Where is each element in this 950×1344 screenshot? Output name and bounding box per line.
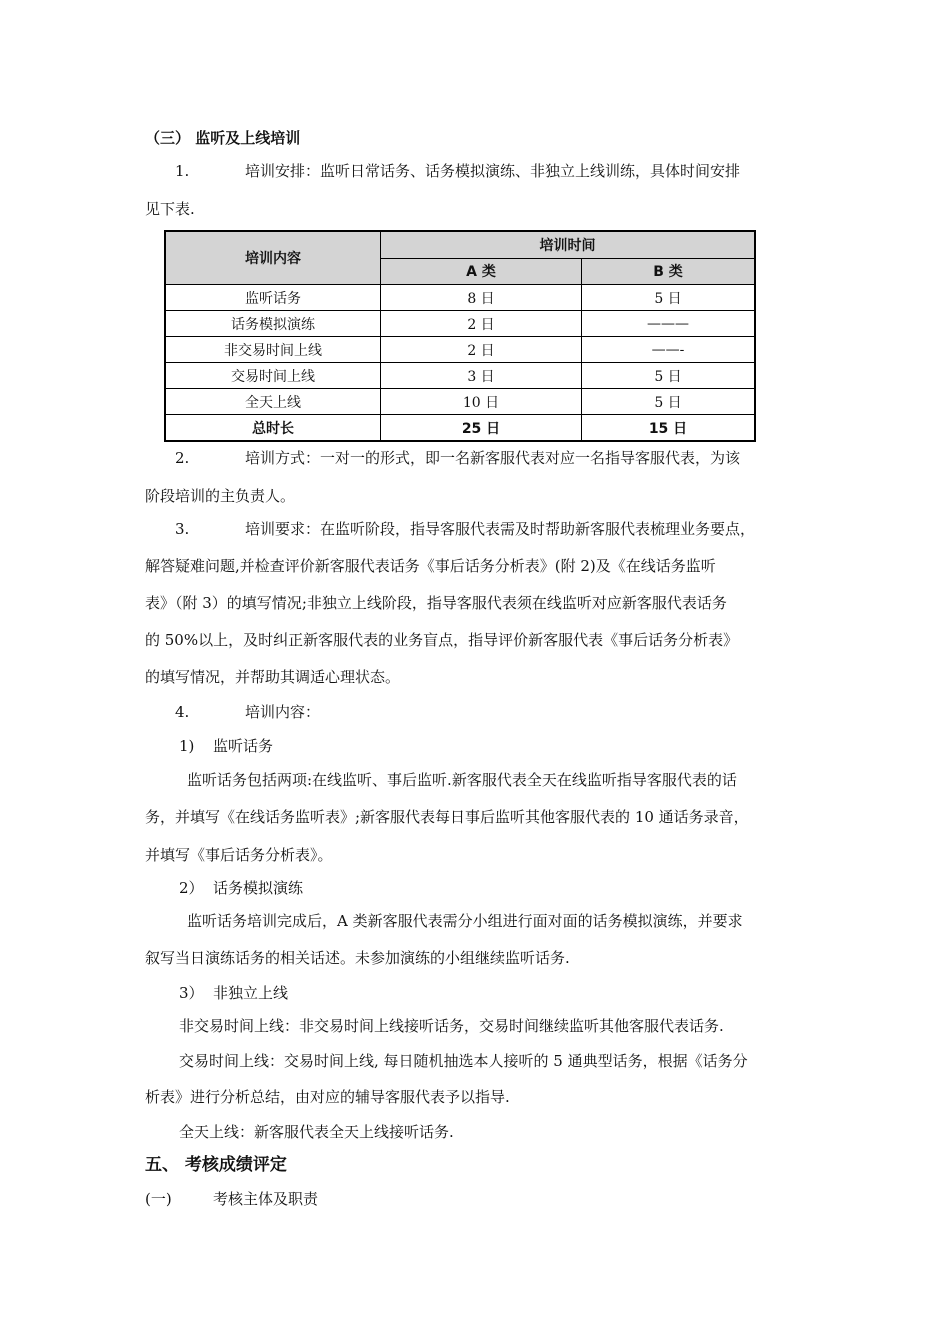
total-class-b: 15 日 xyxy=(582,415,756,442)
table-row xyxy=(165,363,755,389)
subsection-title: 话务模拟演练 xyxy=(213,879,304,897)
table-row xyxy=(165,285,755,311)
row-class-a: 3 日 xyxy=(381,363,582,389)
paragraph-1 xyxy=(175,161,740,181)
section-heading-assessment: 五、 考核成绩评定 xyxy=(145,1155,287,1175)
subheading-number: (一) xyxy=(145,1190,172,1208)
header-class-b: B 类 xyxy=(582,258,756,285)
header-class-a: A 类 xyxy=(381,258,582,285)
subsection-3-line-2: 交易时间上线：交易时间上线, 每日随机抽选本人接听的 5 通典型话务，根据《话务分 xyxy=(179,1052,748,1070)
subsection-number: 1) xyxy=(179,737,195,755)
paragraph-3-line-3: 表》（附 3）的填写情况;非独立上线阶段，指导客服代表须在线监听对应新客服代表话务 xyxy=(145,594,727,612)
row-class-b: 5 日 xyxy=(582,285,756,311)
subsection-title: 监听话务 xyxy=(213,737,274,755)
subsection-1-line-2: 务，并填写《在线话务监听表》;新客服代表每日事后监听其他客服代表的 10 通话务录音， xyxy=(145,808,749,826)
row-name: 监听话务 xyxy=(165,285,381,311)
subsection-3-line-1: 非交易时间上线：非交易时间上线接听话务，交易时间继续监听其他客服代表话务. xyxy=(179,1017,724,1035)
subsection-2-line-1: 监听话务培训完成后，A 类新客服代表需分小组进行面对面的话务模拟演练，并要求 xyxy=(187,912,743,930)
subsection-3-line-4: 全天上线：新客服代表全天上线接听话务. xyxy=(179,1123,454,1141)
subsection-3-line-3: 析表》进行分析总结，由对应的辅导客服代表予以指导. xyxy=(145,1088,510,1106)
paragraph-number: 2. xyxy=(175,449,190,467)
paragraph-3-line-5: 的填写情况，并帮助其调适心理状态。 xyxy=(145,668,401,686)
subsection-1-line-3: 并填写《事后话务分析表》。 xyxy=(145,846,333,864)
row-name: 非交易时间上线 xyxy=(165,337,381,363)
table-row xyxy=(165,337,755,363)
total-name: 总时长 xyxy=(165,415,381,442)
subheading-assessment-subject xyxy=(145,1189,318,1209)
paragraph-text: 培训内容： xyxy=(245,703,321,721)
row-class-a: 10 日 xyxy=(381,389,582,415)
row-class-b: ——— xyxy=(582,311,756,337)
section-heading-monitoring-training: （三） 监听及上线培训 xyxy=(145,129,301,147)
table-row xyxy=(165,389,755,415)
table-header-row xyxy=(165,231,755,258)
paragraph-3-line-4: 的 50%以上，及时纠正新客服代表的业务盲点，指导评价新客服代表《事后话务分析表》 xyxy=(145,631,739,649)
row-name: 交易时间上线 xyxy=(165,363,381,389)
paragraph-3 xyxy=(175,519,755,539)
subheading-text: 考核主体及职责 xyxy=(213,1190,319,1208)
row-class-a: 2 日 xyxy=(381,311,582,337)
table-total-row xyxy=(165,415,755,442)
header-training-time: 培训时间 xyxy=(381,231,756,258)
paragraph-number: 3. xyxy=(175,520,190,538)
subsection-3-title xyxy=(179,983,288,1003)
row-name: 话务模拟演练 xyxy=(165,311,381,337)
subsection-title: 非独立上线 xyxy=(213,984,289,1002)
paragraph-number: 4. xyxy=(175,703,190,721)
paragraph-text: 培训方式：一对一的形式，即一名新客服代表对应一名指导客服代表，为该 xyxy=(245,449,741,467)
row-class-a: 8 日 xyxy=(381,285,582,311)
header-training-content: 培训内容 xyxy=(165,231,381,285)
paragraph-3-line-2: 解答疑难问题,并检查评价新客服代表话务《事后话务分析表》(附 2)及《在线话务监听 xyxy=(145,557,716,575)
subsection-number: 3） xyxy=(179,984,204,1002)
total-class-a: 25 日 xyxy=(381,415,582,442)
row-class-b: 5 日 xyxy=(582,389,756,415)
subsection-number: 2） xyxy=(179,879,204,897)
subsection-1-title xyxy=(179,736,273,756)
subsection-2-line-2: 叙写当日演练话务的相关话述。未参加演练的小组继续监听话务. xyxy=(145,949,570,967)
table-row xyxy=(165,311,755,337)
paragraph-4 xyxy=(175,702,320,722)
row-class-b: ——- xyxy=(582,337,756,363)
paragraph-2 xyxy=(175,448,740,468)
paragraph-1-continued: 见下表. xyxy=(145,200,195,218)
paragraph-text: 培训安排：监听日常话务、话务模拟演练、非独立上线训练，具体时间安排 xyxy=(245,162,741,180)
row-class-a: 2 日 xyxy=(381,337,582,363)
row-name: 全天上线 xyxy=(165,389,381,415)
paragraph-text: 培训要求：在监听阶段，指导客服代表需及时帮助新客服代表梳理业务要点， xyxy=(245,520,756,538)
training-schedule-table xyxy=(164,230,756,442)
subsection-2-title xyxy=(179,878,303,898)
row-class-b: 5 日 xyxy=(582,363,756,389)
subsection-1-line-1: 监听话务包括两项:在线监听、事后监听.新客服代表全天在线监听指导客服代表的话 xyxy=(187,771,737,789)
paragraph-number: 1. xyxy=(175,162,190,180)
paragraph-2-continued: 阶段培训的主负责人。 xyxy=(145,487,296,505)
